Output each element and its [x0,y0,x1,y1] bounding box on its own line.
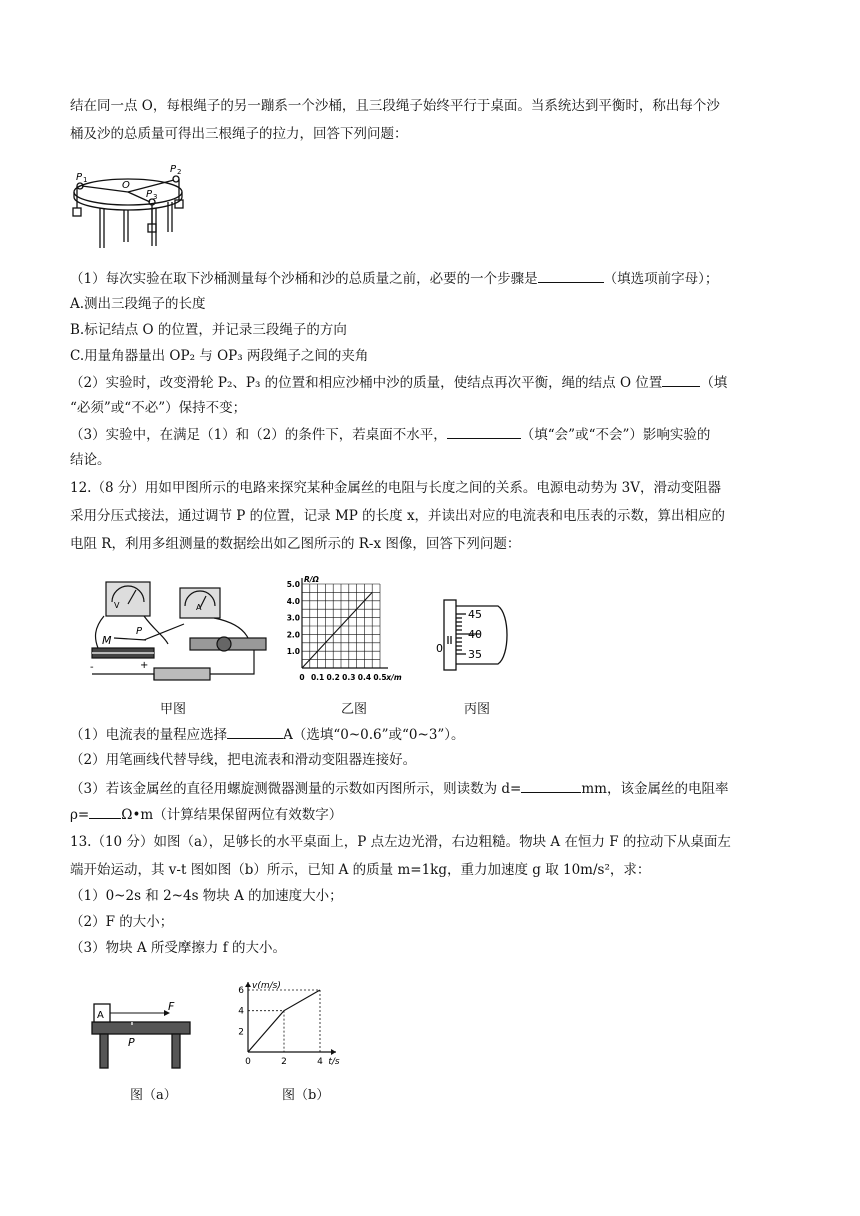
answer-blank-q11-3[interactable] [447,424,521,439]
x-tick-label: 0.2 [326,673,340,682]
q11-option-a: A.测出三段绳子的长度 [70,296,206,312]
q13-v-t-chart [232,978,352,1074]
q11-sub3-line2: 结论。 [70,452,111,468]
y-tick-label: 1.0 [286,647,300,657]
q11-option-c: C.用量角器量出 OP₂ 与 OP₃ 两段绳子之间的夹角 [70,348,369,364]
q13-line1: 13.（10 分）如图（a），足够长的水平桌面上，P 点左边光滑，右边粗糙。物块 A 在恒力 F 的拉动下从桌面左 [70,834,731,850]
q11-table-figure [66,166,196,256]
answer-blank-q11-2[interactable] [662,372,700,387]
q12-sub1-text: （1）电流表的量程应选择 [70,727,228,743]
y-tick-label: 3.0 [286,613,300,623]
micrometer-tick-35: 35 [468,648,482,661]
q12-r-x-chart [282,574,402,682]
y-axis-label: v(m/s) [252,981,281,991]
q12-micrometer-figure [436,594,520,684]
micrometer-zero: 0 [436,642,443,655]
q13-line2: 端开始运动，其 v-t 图如图（b）所示，已知 A 的质量 m=1kg，重力加速度 g 取 10m/s²，求： [70,862,651,878]
q12-circuit-figure [84,578,268,688]
y-axis-label: R/Ω [304,575,319,584]
label-p1: P [76,172,83,183]
q11-sub2-text: （2）实验时，改变滑轮 P₂、P₃ 的位置和相应沙桶中沙的质量，使结点再次平衡，绳的结点 O 位置 [70,375,663,391]
label-block-a: A [97,1010,104,1021]
q13-sub1: （1）0~2s 和 2~4s 物块 A 的加速度大小； [70,888,343,904]
x-axis-arrow [331,1049,336,1055]
q12-line2: 采用分压式接法，通过调节 P 的位置，记录 MP 的长度 x，并读出对应的电流表和电压表的示数，算出相应的 [70,508,726,524]
micrometer-tick-45: 45 [468,608,482,621]
x-tick-label: 4 [317,1057,323,1067]
y-axis-arrow [245,982,251,987]
caption-b: 图（b） [282,1088,330,1103]
x-tick-label: 0 [245,1057,251,1067]
q11-sub1-text: （1）每次实验在取下沙桶测量每个沙桶和沙的总质量之前，必要的一个步骤是 [70,271,538,287]
x-axis-label: x/m [386,673,402,682]
q11-intro-line2: 桶及沙的总质量可得出三根绳子的拉力，回答下列问题： [70,126,408,142]
answer-blank-q11-1[interactable] [538,268,604,283]
y-tick-label: 6 [238,986,244,996]
q11-intro-line1: 结在同一点 O，每根绳子的另一蹦系一个沙桶，且三段绳子始终平行于桌面。当系统达到平衡时，称出每个沙 [70,98,720,114]
x-tick-label: 0.4 [357,673,372,682]
q12-line3: 电阻 R，利用多组测量的数据绘出如乙图所示的 R-x 图像，回答下列问题： [70,536,521,552]
q13-sub3: （3）物块 A 所受摩擦力 f 的大小。 [70,940,286,956]
q12-sub3 [70,778,728,799]
q11-sub2-line2: “必须”或“不必”）保持不变； [70,400,247,416]
y-tick-label: 4.0 [286,596,300,606]
caption-bing: 丙图 [464,702,491,717]
q11-sub1 [70,268,718,289]
q12-sub1 [70,724,465,745]
answer-blank-q12-3a[interactable] [521,778,581,793]
caption-yi: 乙图 [341,702,368,717]
answer-blank-q12-1[interactable] [227,724,283,739]
x-axis-label: t/s [328,1057,340,1067]
label-meter-v: V [114,601,120,610]
q12-sub3-text-mid: mm，该金属丝的电阻率 [581,781,729,797]
q11-sub3 [70,424,710,445]
q12-sub3-line2 [70,804,342,825]
label-m: M [102,634,112,647]
q12-sub3-text: （3）若该金属丝的直径用螺旋测微器测量的示数如丙图所示，则读数为 d= [70,781,522,797]
q12-sub1-text-end: A（选填“0~0.6”或“0~3”）。 [283,727,465,743]
caption-jia: 甲图 [160,702,187,717]
q13-sub2: （2）F 的大小； [70,914,174,930]
y-tick-label: 4 [238,1006,244,1017]
y-tick-label: 5.0 [286,580,300,589]
micrometer-tick-40: 40 [468,628,482,641]
label-p2-sub: 2 [177,168,182,176]
q11-sub2 [70,372,727,393]
answer-blank-q12-3b[interactable] [89,804,121,819]
q12-sub3-text-end: Ω•m（计算结果保留两位有效数字） [121,807,343,823]
x-tick-label: 2 [281,1057,287,1067]
label-o: O [122,180,130,191]
series-line [302,592,372,668]
x-tick-label: 0.3 [342,673,356,682]
label-p3-sub: 3 [153,193,158,201]
label-minus: - [90,662,94,673]
q13-table-figure [90,1000,194,1072]
q11-sub1-text-end: （填选项前字母）； [603,271,719,287]
x-tick-label: 0.1 [310,673,325,682]
label-point-p: P [128,1036,135,1049]
y-tick-label: 2 [238,1027,244,1038]
q11-option-b: B.标记结点 O 的位置，并记录三段绳子的方向 [70,322,347,338]
q11-sub3-text: （3）实验中，在满足（1）和（2）的条件下，若桌面不水平， [70,427,447,443]
x-tick-label: 0.5 [373,673,387,682]
label-p2: P [170,164,177,175]
label-p3: P [146,189,153,200]
q12-line1: 12.（8 分）用如甲图所示的电路来探究某种金属丝的电阻与长度之间的关系。电源电动势为 3V，滑动变阻器 [70,480,721,496]
q11-sub2-text-end: （填 [700,375,728,391]
caption-a: 图（a） [130,1088,177,1103]
q12-sub3-rho: ρ= [70,807,90,823]
y-tick-label: 2.0 [286,630,300,640]
label-plus: + [140,660,149,671]
label-meter-a: A [196,603,202,612]
label-p1-sub: 1 [83,176,88,184]
q11-sub3-text-end: （填“会”或“不会”）影响实验的 [520,427,711,443]
q12-sub2: （2）用笔画线代替导线，把电流表和滑动变阻器连接好。 [70,752,417,768]
x-tick-label: 0 [299,673,305,682]
label-p: P [136,626,143,637]
label-force-f: F [168,1000,175,1013]
